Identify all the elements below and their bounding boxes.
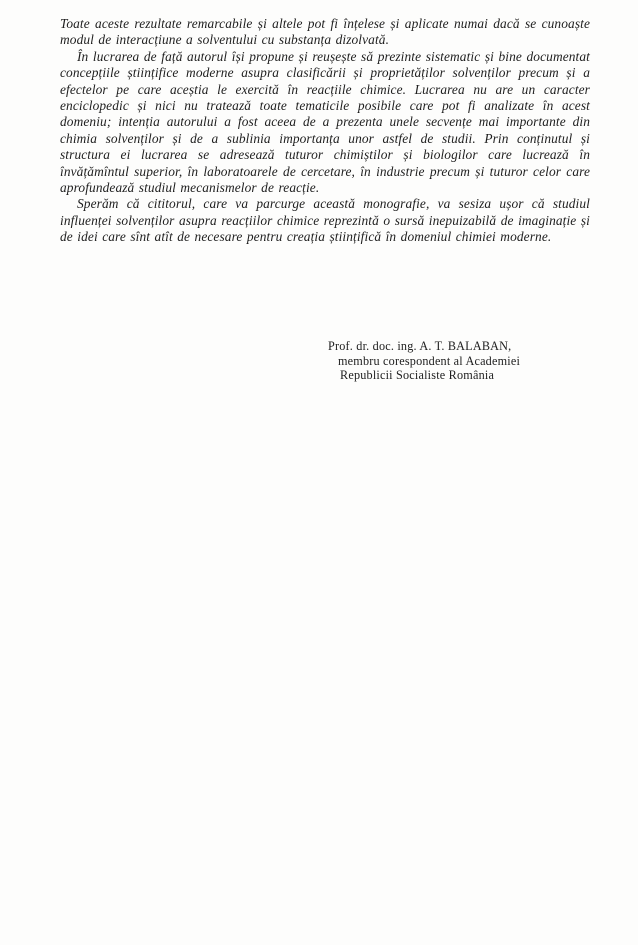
body-text xyxy=(60,16,590,246)
signature-name: Prof. dr. doc. ing. A. T. BALABAN, xyxy=(328,339,512,353)
signature-title: membru corespondent al Academiei xyxy=(338,353,521,368)
paragraph-2: În lucrarea de față autorul își propune și reușește să prezinte sistematic și bine documentat concepțiile științifice moderne asupra clasificării și proprietăților solvenților precum și a efectelor pe care aceștia le exercită în reacțiile chimice. Lucrarea nu are un caracter enciclopedic și nici nu tratează toate tematicile posibile care pot fi analizate în acest domeniu; intenția autorului a fost aceea de a prezenta unele secvențe mai importante din chimia solvenților și de a sublinia importanța unor astfel de studii. Prin conținutul și structura ei lucrarea se adresează tuturor chimiștilor și biologilor care lucrează în învățămîntul superior, în laboratoarele de cercetare, în industrie precum și tuturor celor care aprofundează studiul mecanismelor de reacție. xyxy=(60,48,590,196)
paragraph-3: Sperăm că cititorul, care va parcurge această monografie, va sesiza ușor că studiul influenței solvenților asupra reacțiilor chimice reprezintă o sursă inepuizabilă de imaginație și de idei care sînt atît de necesare pentru creația științifică în domeniul chimiei moderne. xyxy=(60,196,590,245)
signature-institution: Republicii Socialiste România xyxy=(340,368,495,383)
paragraph-1: Toate aceste rezultate remarcabile și altele pot fi înțelese și aplicate numai dacă se cunoaște modul de interacțiune a solventului cu substanța dizolvată. xyxy=(60,16,590,48)
signature-block xyxy=(328,339,598,383)
